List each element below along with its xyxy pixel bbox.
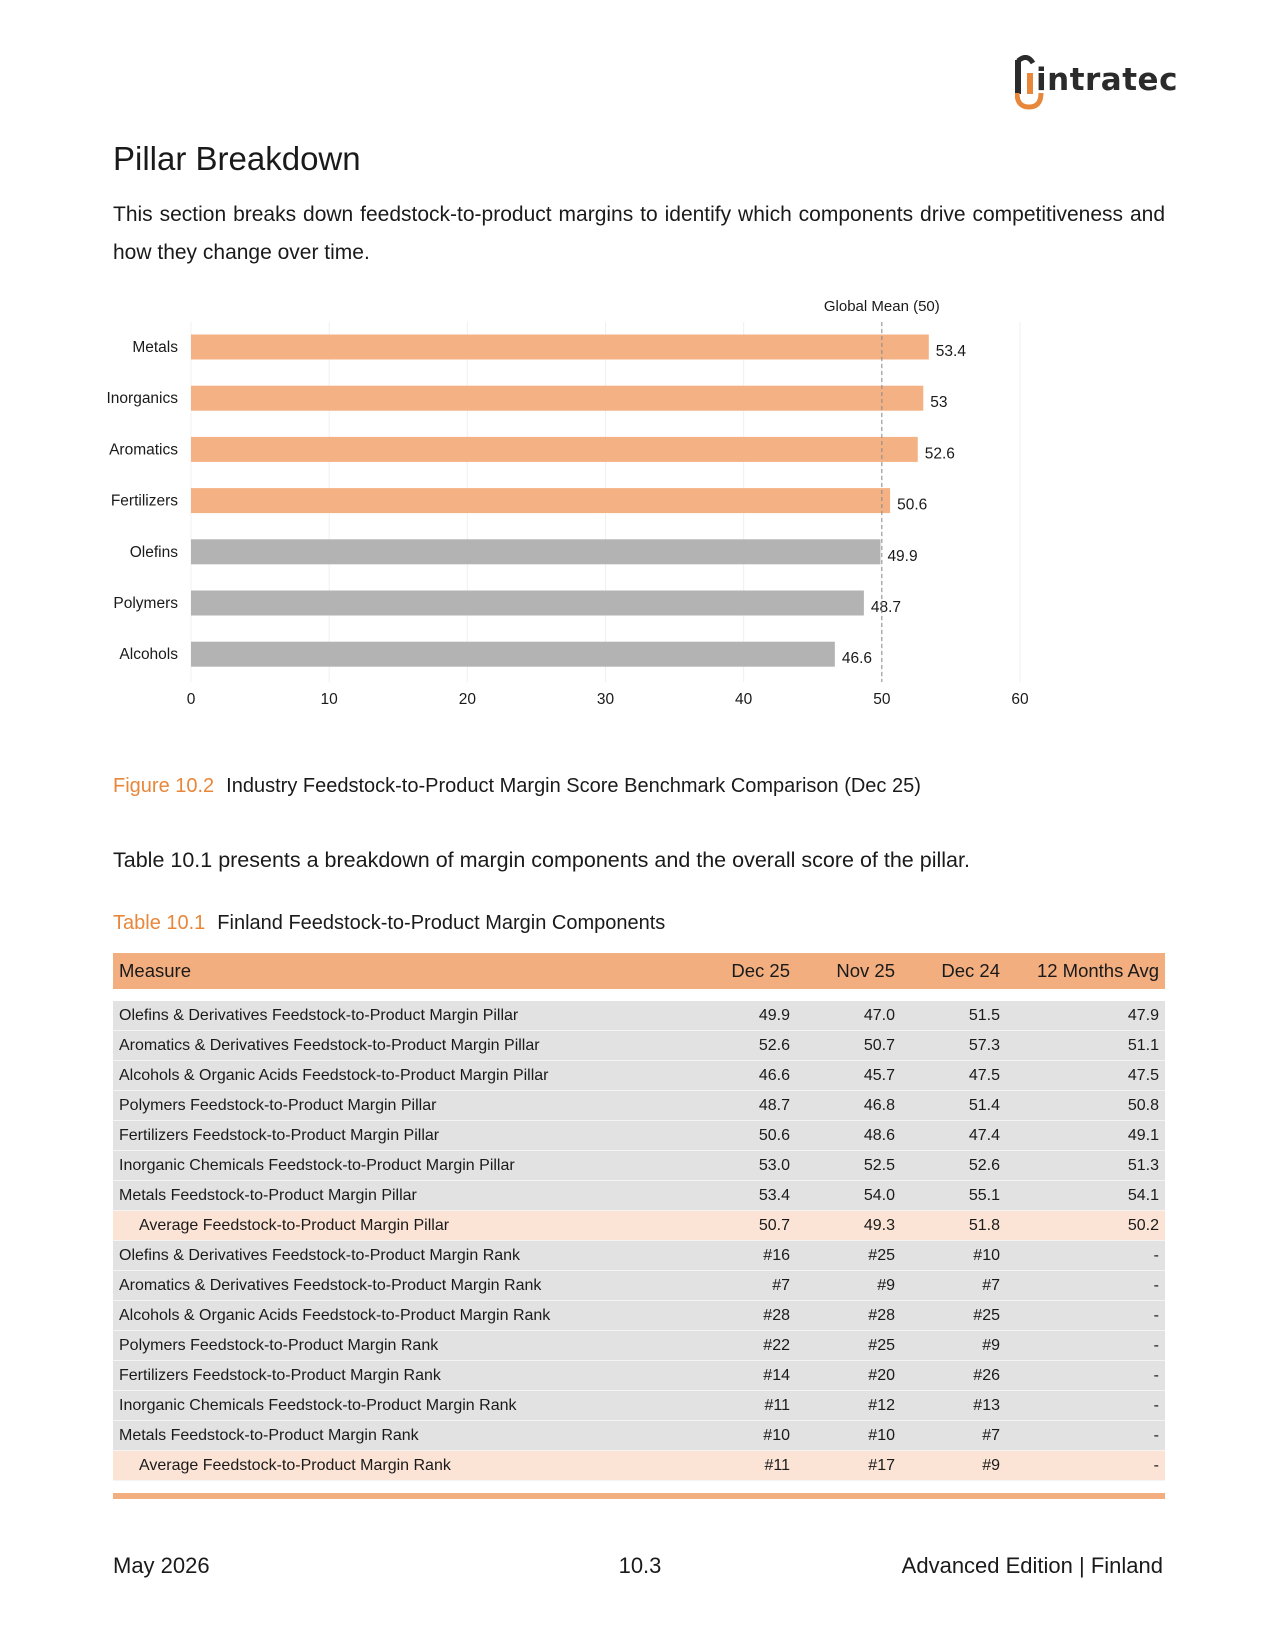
cell-nov25: 49.3 <box>796 1211 901 1241</box>
table-row <box>113 1121 1165 1151</box>
x-tick-label: 30 <box>596 691 615 708</box>
cell-nov25: 52.5 <box>796 1151 901 1181</box>
cell-dec25: 53.4 <box>691 1181 796 1211</box>
cell-dec24: 52.6 <box>901 1151 1006 1181</box>
category-label: Alcohols <box>119 646 178 664</box>
cell-nov25: 47.0 <box>796 1001 901 1031</box>
cell-dec24: #7 <box>901 1271 1006 1301</box>
x-tick-label: 10 <box>320 691 338 708</box>
table-row <box>113 1151 1165 1181</box>
table-row <box>113 1301 1165 1331</box>
bar <box>191 386 923 411</box>
table-row <box>113 1391 1165 1421</box>
bar <box>191 488 890 513</box>
cell-dec24: #9 <box>901 1331 1006 1361</box>
table-row <box>113 1061 1165 1091</box>
category-label: Aromatics <box>109 441 178 459</box>
margin-components-table <box>113 953 1165 1481</box>
cell-measure: Metals Feedstock-to-Product Margin Pillar <box>113 1181 691 1211</box>
cell-dec25: #22 <box>691 1331 796 1361</box>
cell-dec25: #16 <box>691 1241 796 1271</box>
cell-avg12m: 50.8 <box>1006 1091 1165 1121</box>
table-number: Table 10.1 <box>113 912 206 934</box>
cell-dec25: #7 <box>691 1271 796 1301</box>
cell-avg12m: - <box>1006 1271 1165 1301</box>
figure-caption <box>113 775 921 798</box>
cell-nov25: 48.6 <box>796 1121 901 1151</box>
cell-dec25: 50.6 <box>691 1121 796 1151</box>
table-header-row <box>113 953 1165 989</box>
category-label: Inorganics <box>106 390 178 408</box>
cell-nov25: 46.8 <box>796 1091 901 1121</box>
header-nov25: Nov 25 <box>796 953 901 989</box>
data-label: 53 <box>930 394 948 412</box>
cell-avg12m: 50.2 <box>1006 1211 1165 1241</box>
cell-dec25: #10 <box>691 1421 796 1451</box>
data-label: 52.6 <box>924 445 955 463</box>
data-label: 48.7 <box>870 599 902 616</box>
cell-measure: Aromatics & Derivatives Feedstock-to-Product Margin Pillar <box>113 1031 691 1061</box>
data-label: 49.9 <box>887 547 918 565</box>
cell-avg12m: - <box>1006 1331 1165 1361</box>
cell-measure: Polymers Feedstock-to-Product Margin Pillar <box>113 1091 691 1121</box>
cell-measure: Polymers Feedstock-to-Product Margin Rank <box>113 1331 691 1361</box>
category-label: Olefins <box>129 543 178 561</box>
header-measure: Measure <box>113 953 691 989</box>
cell-nov25: #17 <box>796 1451 901 1481</box>
cell-measure: Alcohols & Organic Acids Feedstock-to-Product Margin Rank <box>113 1301 691 1331</box>
cell-dec25: #28 <box>691 1301 796 1331</box>
cell-nov25: #20 <box>796 1361 901 1391</box>
cell-dec24: 47.4 <box>901 1121 1006 1151</box>
cell-avg12m: - <box>1006 1241 1165 1271</box>
category-label: Polymers <box>113 595 178 612</box>
x-tick-label: 40 <box>735 691 753 708</box>
cell-avg12m: - <box>1006 1301 1165 1331</box>
table-caption-text: Finland Feedstock-to-Product Margin Components <box>217 912 666 934</box>
table-row <box>113 1211 1165 1241</box>
table-row <box>113 1331 1165 1361</box>
cell-avg12m: 51.1 <box>1006 1031 1165 1061</box>
footer-page-number: 10.3 <box>618 1553 662 1578</box>
footer-edition: Advanced Edition | Finland <box>901 1553 1163 1578</box>
bar <box>191 335 929 360</box>
cell-dec25: 52.6 <box>691 1031 796 1061</box>
cell-measure: Alcohols & Organic Acids Feedstock-to-Product Margin Pillar <box>113 1061 691 1091</box>
table-caption <box>113 912 665 935</box>
cell-measure: Metals Feedstock-to-Product Margin Rank <box>113 1421 691 1451</box>
cell-avg12m: 49.1 <box>1006 1121 1165 1151</box>
cell-avg12m: 47.9 <box>1006 1001 1165 1031</box>
cell-measure: Fertilizers Feedstock-to-Product Margin Rank <box>113 1361 691 1391</box>
cell-nov25: #10 <box>796 1421 901 1451</box>
cell-dec24: 55.1 <box>901 1181 1006 1211</box>
x-tick-label: 50 <box>873 691 891 708</box>
cell-nov25: #9 <box>796 1271 901 1301</box>
bar <box>191 591 864 616</box>
cell-dec25: 53.0 <box>691 1151 796 1181</box>
table-bottom-rule <box>113 1493 1165 1499</box>
cell-nov25: #25 <box>796 1331 901 1361</box>
cell-dec25: 46.6 <box>691 1061 796 1091</box>
cell-nov25: #28 <box>796 1301 901 1331</box>
cell-dec24: 51.4 <box>901 1091 1006 1121</box>
cell-dec24: #7 <box>901 1421 1006 1451</box>
page-title: Pillar Breakdown <box>113 140 361 177</box>
cell-measure: Average Feedstock-to-Product Margin Pillar <box>113 1211 691 1241</box>
cell-dec25: #11 <box>691 1391 796 1421</box>
cell-dec24: 57.3 <box>901 1031 1006 1061</box>
table-row <box>113 1181 1165 1211</box>
cell-dec24: #13 <box>901 1391 1006 1421</box>
figure-caption-text: Industry Feedstock-to-Product Margin Score Benchmark Comparison (Dec 25) <box>226 775 921 797</box>
table-row <box>113 1271 1165 1301</box>
table-row <box>113 1091 1165 1121</box>
cell-measure: Aromatics & Derivatives Feedstock-to-Product Margin Rank <box>113 1271 691 1301</box>
cell-avg12m: - <box>1006 1391 1165 1421</box>
x-tick-label: 20 <box>458 691 476 708</box>
logo-text: intratec <box>1036 62 1178 98</box>
cell-measure: Average Feedstock-to-Product Margin Rank <box>113 1451 691 1481</box>
cell-measure: Inorganic Chemicals Feedstock-to-Product Margin Pillar <box>113 1151 691 1181</box>
cell-avg12m: 54.1 <box>1006 1181 1165 1211</box>
cell-dec25: #14 <box>691 1361 796 1391</box>
cell-avg12m: 47.5 <box>1006 1061 1165 1091</box>
cell-measure: Inorganic Chemicals Feedstock-to-Product Margin Rank <box>113 1391 691 1421</box>
footer-date: May 2026 <box>113 1553 210 1578</box>
global-mean-label: Global Mean (50) <box>823 300 940 315</box>
cell-dec24: #25 <box>901 1301 1006 1331</box>
cell-nov25: #25 <box>796 1241 901 1271</box>
x-tick-label: 60 <box>1011 691 1029 708</box>
cell-avg12m: 51.3 <box>1006 1151 1165 1181</box>
header-dec24: Dec 24 <box>901 953 1006 989</box>
cell-nov25: 45.7 <box>796 1061 901 1091</box>
header-dec25: Dec 25 <box>691 953 796 989</box>
cell-nov25: 50.7 <box>796 1031 901 1061</box>
table-intro: Table 10.1 presents a breakdown of margin components and the overall score of the pillar. <box>113 848 970 872</box>
cell-avg12m: - <box>1006 1361 1165 1391</box>
cell-dec25: #11 <box>691 1451 796 1481</box>
cell-dec24: #10 <box>901 1241 1006 1271</box>
cell-avg12m: - <box>1006 1421 1165 1451</box>
cell-dec24: 51.8 <box>901 1211 1006 1241</box>
cell-dec24: 51.5 <box>901 1001 1006 1031</box>
table-row <box>113 1241 1165 1271</box>
intro-paragraph: This section breaks down feedstock-to-product margins to identify which components drive competitiveness and how they change over time. <box>113 203 1165 264</box>
cell-measure: Fertilizers Feedstock-to-Product Margin Pillar <box>113 1121 691 1151</box>
cell-avg12m: - <box>1006 1451 1165 1481</box>
cell-dec24: #9 <box>901 1451 1006 1481</box>
table-row <box>113 1421 1165 1451</box>
bar <box>191 437 918 462</box>
category-label: Fertilizers <box>110 492 178 510</box>
header-12m-avg: 12 Months Avg <box>1006 953 1165 989</box>
data-label: 50.6 <box>897 496 928 514</box>
cell-dec24: 47.5 <box>901 1061 1006 1091</box>
data-label: 46.6 <box>841 650 873 668</box>
table-row <box>113 1031 1165 1061</box>
cell-dec24: #26 <box>901 1361 1006 1391</box>
cell-dec25: 49.9 <box>691 1001 796 1031</box>
margin-components-table-wrap <box>113 953 1165 1499</box>
cell-measure: Olefins & Derivatives Feedstock-to-Product Margin Pillar <box>113 1001 691 1031</box>
figure-number: Figure 10.2 <box>113 775 215 797</box>
cell-nov25: 54.0 <box>796 1181 901 1211</box>
bar <box>191 539 880 564</box>
bar <box>191 642 835 667</box>
x-tick-label: 0 <box>186 691 196 708</box>
cell-dec25: 50.7 <box>691 1211 796 1241</box>
data-label: 53.4 <box>935 343 966 360</box>
cell-measure: Olefins & Derivatives Feedstock-to-Product Margin Rank <box>113 1241 691 1271</box>
cell-dec25: 48.7 <box>691 1091 796 1121</box>
table-row <box>113 1451 1165 1481</box>
table-row <box>113 1001 1165 1031</box>
benchmark-bar-chart <box>0 300 1275 740</box>
cell-nov25: #12 <box>796 1391 901 1421</box>
category-label: Metals <box>132 339 178 356</box>
table-row <box>113 1361 1165 1391</box>
